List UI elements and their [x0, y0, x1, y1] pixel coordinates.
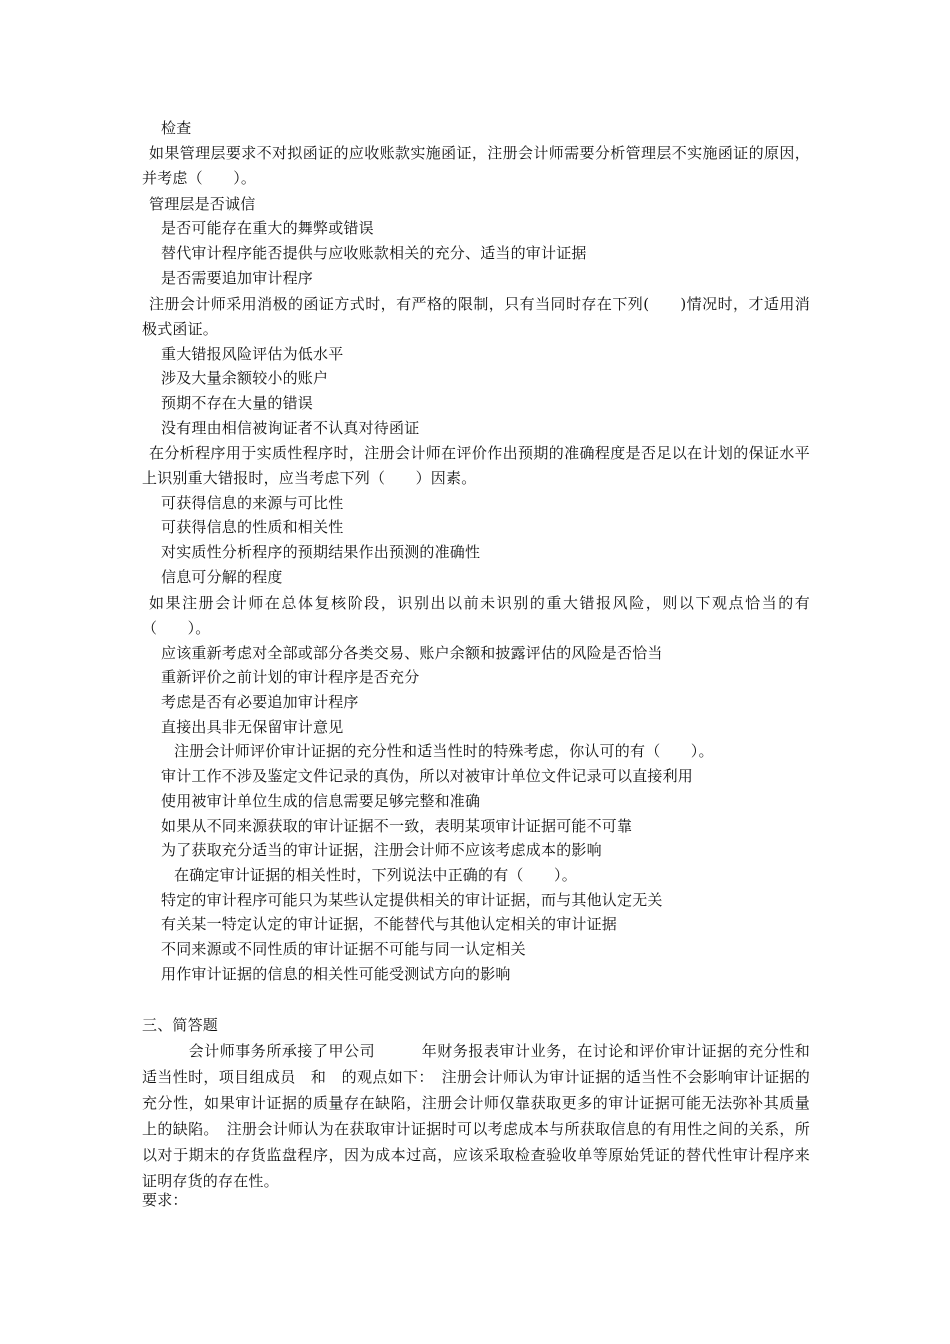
- question-stem: 如果注册会计师在总体复核阶段，识别出以前未识别的重大错报风险，则以下观点恰当的有（ ）。: [142, 594, 810, 637]
- option-text: 是否可能存在重大的舞弊或错误: [161, 219, 374, 237]
- option-text: 涉及大量余额较小的账户: [161, 369, 329, 387]
- question-stem: 在确定审计证据的相关性时，下列说法中正确的有（ ）。: [174, 866, 577, 884]
- option-text: 预期不存在大量的错误: [161, 394, 314, 412]
- option-text: 不同来源或不同性质的审计证据不可能与同一认定相关: [161, 940, 526, 958]
- option-text: 特定的审计程序可能只为某些认定提供相关的审计证据，而与其他认定无关: [161, 891, 663, 909]
- option-text: 对实质性分析程序的预期结果作出预测的准确性: [161, 543, 481, 561]
- essay-paragraph: 会计师事务所承接了甲公司 年财务报表审计业务，在讨论和评价审计证据的充分性和适当性时，项目组成员 和 的观点如下： 注册会计师认为审计证据的适当性不会影响审计证据的充分性，如果审计证据的质量存在缺陷，注册会计师仅靠获取更多的审计证据可能无法弥补其质量上的缺陷。 注册会计师认为在获取审计证据时可以考虑成本与所获取信息的有用性之间的关系，所以对于期末的存货监盘程序，因为成本过高，应该采取检查验收单等原始凭证的替代性审计程序来证明存货的存在性。: [142, 1042, 810, 1190]
- option-text: 应该重新考虑对全部或部分各类交易、账户余额和披露评估的风险是否恰当: [161, 644, 663, 662]
- option-text: 管理层是否诚信: [149, 195, 256, 213]
- option-text: 检查: [161, 119, 192, 137]
- option-text: 考虑是否有必要追加审计程序: [161, 693, 359, 711]
- option-text: 信息可分解的程度: [161, 568, 283, 586]
- option-text: 可获得信息的来源与可比性: [161, 494, 344, 512]
- option-text: 重新评价之前计划的审计程序是否充分: [161, 668, 420, 686]
- option-text: 用作审计证据的信息的相关性可能受测试方向的影响: [161, 965, 511, 983]
- question-stem: 在分析程序用于实质性程序时，注册会计师在评价作出预期的准确程度是否足以在计划的保证水平上识别重大错报时，应当考虑下列（ ）因素。: [142, 444, 810, 487]
- question-stem: 注册会计师采用消极的函证方式时，有严格的限制，只有当同时存在下列( )情况时，才适用消极式函证。: [142, 295, 810, 338]
- requirement-label: 要求：: [142, 1191, 188, 1209]
- option-text: 有关某一特定认定的审计证据，不能替代与其他认定相关的审计证据: [161, 915, 618, 933]
- option-text: 是否需要追加审计程序: [161, 269, 314, 287]
- option-text: 如果从不同来源获取的审计证据不一致，表明某项审计证据可能不可靠: [161, 817, 633, 835]
- question-stem: 如果管理层要求不对拟函证的应收账款实施函证，注册会计师需要分析管理层不实施函证的原因，并考虑（ ）。: [142, 144, 810, 187]
- option-text: 使用被审计单位生成的信息需要足够完整和准确: [161, 792, 481, 810]
- option-text: 没有理由相信被询证者不认真对待函证: [161, 419, 420, 437]
- option-text: 可获得信息的性质和相关性: [161, 518, 344, 536]
- section-heading: 三、简答题: [142, 1016, 219, 1034]
- option-text: 审计工作不涉及鉴定文件记录的真伪，所以对被审计单位文件记录可以直接利用: [161, 767, 694, 785]
- option-text: 直接出具非无保留审计意见: [161, 718, 344, 736]
- option-text: 重大错报风险评估为低水平: [161, 345, 344, 363]
- option-text: 替代审计程序能否提供与应收账款相关的充分、适当的审计证据: [161, 244, 587, 262]
- option-text: 为了获取充分适当的审计证据，注册会计师不应该考虑成本的影响: [161, 841, 602, 859]
- question-stem: 注册会计师评价审计证据的充分性和适当性时的特殊考虑，你认可的有（ ）。: [174, 742, 714, 760]
